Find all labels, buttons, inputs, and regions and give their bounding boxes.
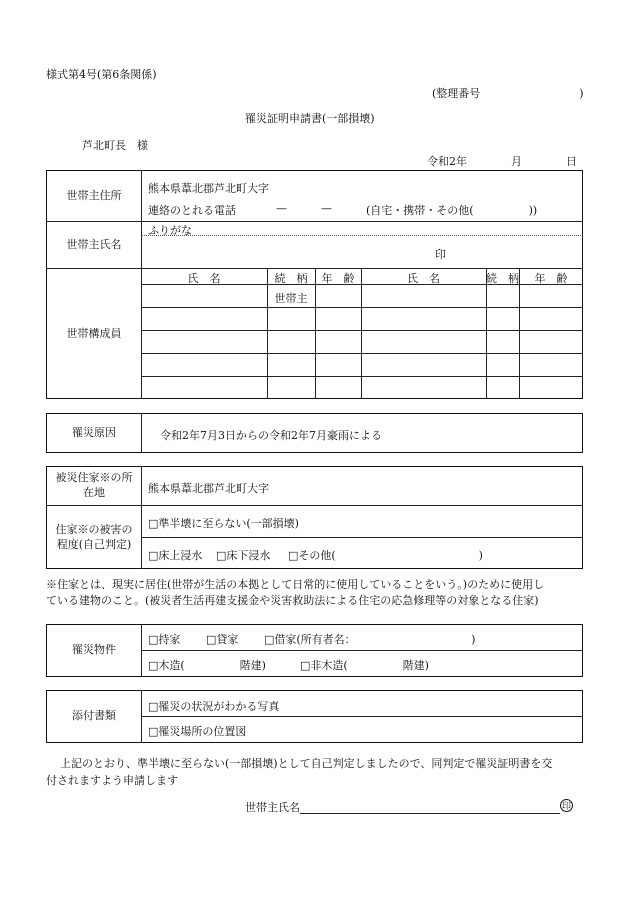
address-label: 世帯主住所 [66,188,122,202]
option-wooden[interactable]: □木造( 階建) [148,659,266,672]
option-other[interactable]: □その他( ) [288,549,483,562]
option-location-map[interactable]: □罹災場所の位置図 [148,725,247,738]
option-leased-house[interactable]: □借家(所有者名： ) [264,633,476,646]
furigana-label: ふりがな [148,224,192,237]
option-below-floor[interactable]: □床下浸水 [216,549,271,562]
degree-label: 住家※の被害の程度(自己判定) [55,522,133,551]
signature-line[interactable] [300,813,560,814]
option-non-wooden[interactable]: □非木造( 階建) [300,659,429,672]
page-title: 罹災証明申請書(一部損壊) [245,112,375,125]
signature-label: 世帯主氏名 [245,801,300,814]
first-relation-value: 世帯主 [274,292,308,305]
cause-value: 令和2年7月3日からの令和2年7月豪雨による [160,429,382,442]
members-label: 世帯構成員 [66,326,122,340]
application-date: 令和2年 月 日 [427,155,577,168]
householder-name-label: 世帯主氏名 [66,237,122,251]
seal-icon: 印 [560,799,573,812]
statement-line-1: 上記のとおり、準半壊に至らない(一部損壊)として自己判定しましたので、同判定で罹災証明書を交 [60,757,553,770]
option-rental-house[interactable]: □貸家 [206,633,239,646]
seal-mark: 印 [435,248,446,261]
cause-label: 罹災原因 [72,425,116,439]
option-above-floor[interactable]: □床上浸水 [148,549,203,562]
attachments-label: 添付書類 [72,709,116,723]
location-value: 熊本県葦北郡芦北町大字 [148,482,269,495]
statement-line-2: 付されますよう申請します [46,774,178,787]
col-relation-header: 続 柄 [274,272,308,285]
option-partial-damage[interactable]: □準半壊に至らない(一部損壊) [148,517,299,530]
phone-separator: — [276,202,287,215]
form-number: 様式第4号(第6条関係) [46,68,157,81]
address-value: 熊本県葦北郡芦北町大字 [148,182,269,195]
addressee: 芦北町長 様 [82,139,148,152]
phone-separator: — [321,202,332,215]
col-name-header: 氏 名 [187,272,221,285]
note-line-1: ※住家とは、現実に居住(世帯が生活の本拠として日常的に使用していることをいう。)のために使用し [46,578,545,591]
location-label: 被災住家※の所在地 [55,471,133,499]
property-label: 罹災物件 [72,643,116,657]
option-owned-house[interactable]: □持家 [148,633,181,646]
note-line-2: ている建物のこと。(被災者生活再建支援金や災害救助法による住宅の応急修理等の対象となる住家) [46,594,539,607]
col-relation-header: 続 柄 [486,272,519,285]
phone-type: (自宅・携帯・その他( )) [366,204,538,217]
col-age-header: 年 齢 [321,272,355,285]
col-name-header: 氏 名 [407,272,440,285]
phone-label: 連絡のとれる電話 [148,204,236,217]
reference-number: (整理番号 ) [432,87,584,100]
option-damage-photo[interactable]: □罹災の状況がわかる写真 [148,700,280,713]
col-age-header: 年 齢 [534,272,568,285]
